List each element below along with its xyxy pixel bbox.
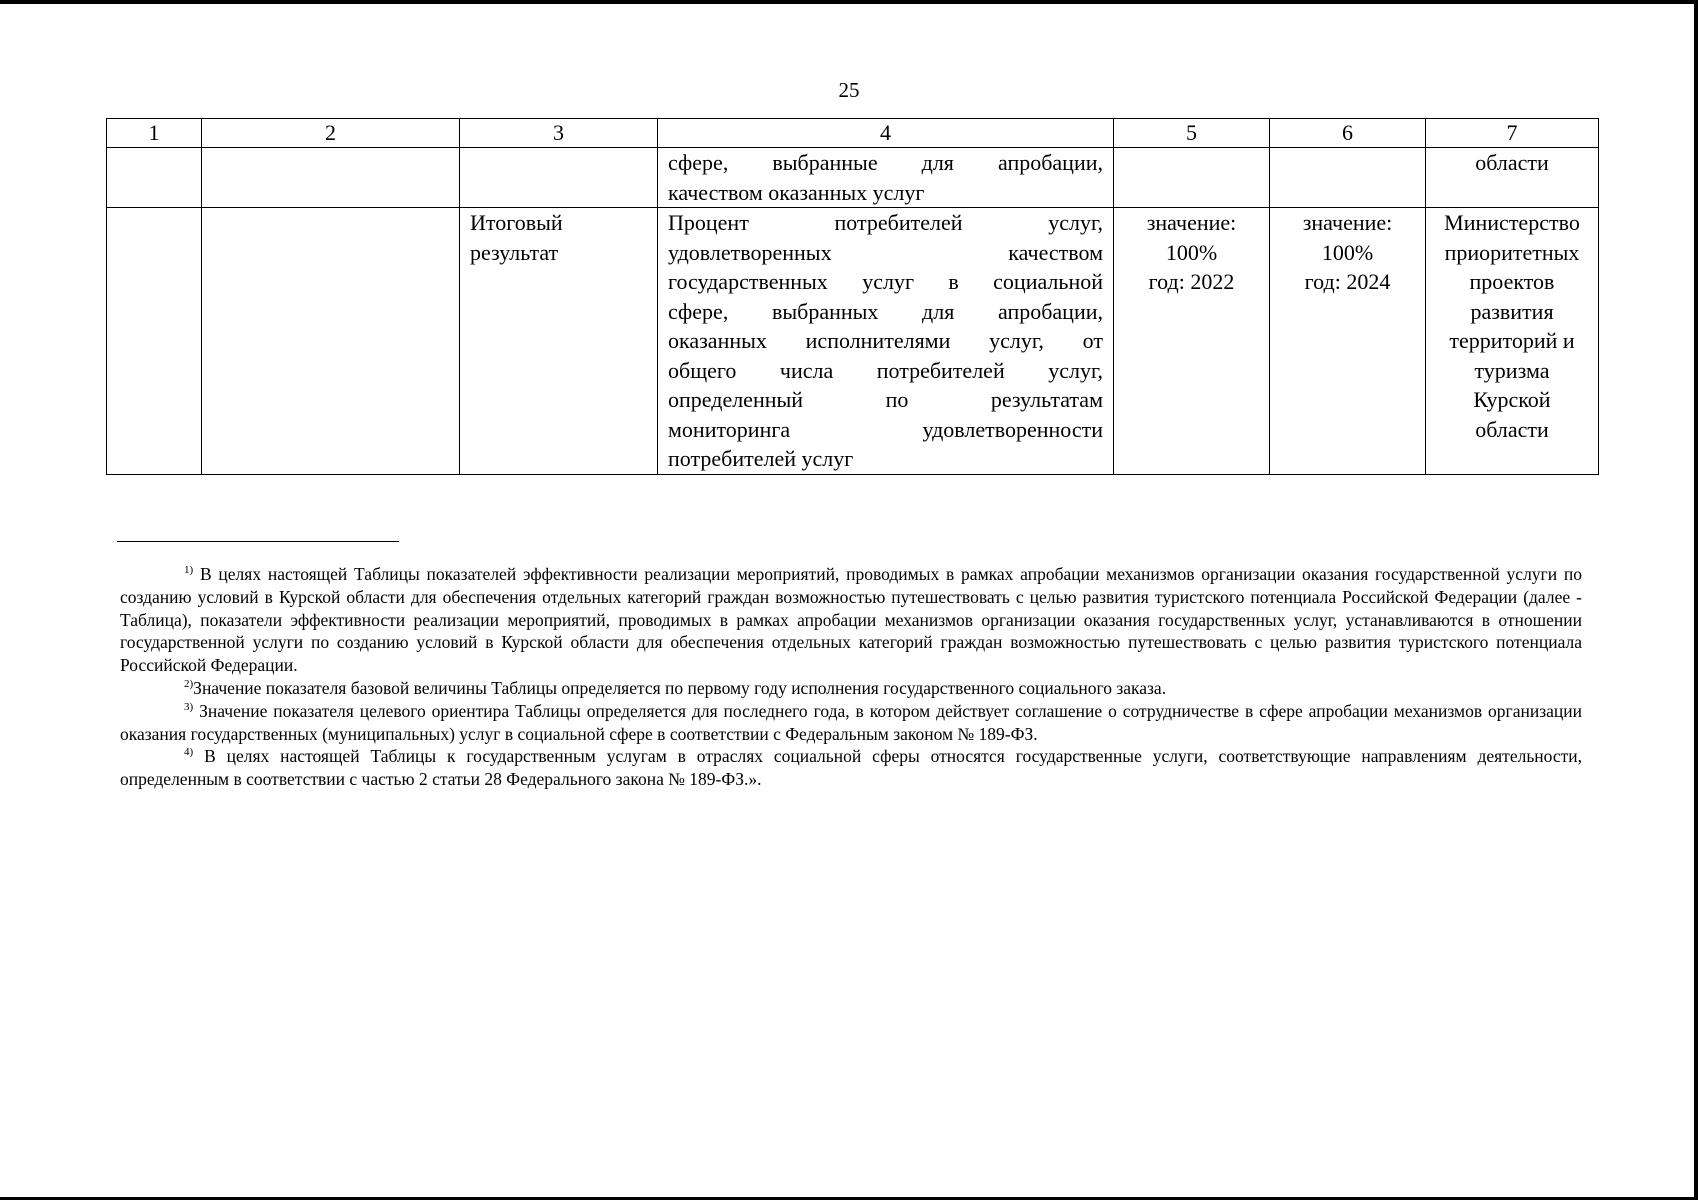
row1-col2 bbox=[202, 148, 460, 208]
table-header-row bbox=[107, 119, 1599, 148]
footnote bbox=[120, 700, 1582, 746]
row2-col7-line: территорий и bbox=[1449, 328, 1575, 353]
row1-col5 bbox=[1114, 148, 1270, 208]
header-col-5: 5 bbox=[1114, 119, 1270, 148]
row1-col4-line: сфере, выбранные для апробации, bbox=[668, 150, 1103, 175]
row2-col3-line: Итоговый bbox=[470, 210, 563, 235]
footnote bbox=[120, 677, 1582, 700]
row2-col3-result-type bbox=[460, 208, 658, 475]
page-number: 25 bbox=[838, 78, 860, 102]
header-col-1: 1 bbox=[107, 119, 202, 148]
table-row bbox=[107, 208, 1599, 475]
row2-col5-line: год: 2022 bbox=[1148, 269, 1235, 294]
scan-edge-top bbox=[0, 0, 1698, 4]
row2-col7-line: области bbox=[1475, 416, 1549, 442]
footnote-text: Значение показателя базовой величины Таблицы определяется по первому году исполнения государственного социального заказа. bbox=[193, 677, 1167, 698]
row2-col4-line: сфере, выбранных для апробации, bbox=[668, 298, 1103, 324]
footnote-mark: 1) bbox=[184, 564, 194, 577]
row2-col7-line: туризма bbox=[1474, 357, 1550, 383]
footnote-separator bbox=[117, 541, 399, 542]
row2-col6-line: значение: bbox=[1302, 210, 1393, 235]
row1-col7-line: области bbox=[1475, 150, 1549, 175]
row2-col7-line: Курской bbox=[1473, 387, 1551, 412]
footnotes bbox=[120, 563, 1582, 791]
header-col-7: 7 bbox=[1426, 119, 1599, 148]
row2-col1 bbox=[107, 208, 202, 475]
row2-col3-line: результат bbox=[470, 239, 559, 265]
row2-col4-line: мониторинга удовлетворенности bbox=[668, 416, 1103, 442]
footnote-text: В целях настоящей Таблицы показателей эффективности реализации мероприятий, проводимых в рамках апробации механизмов организации оказания государственной услуги по созданию условий в Курской области для обеспечения отдельных категорий граждан возможностью путешествовать с целью развития туристского потенциала Российской Федерации (далее - Таблица), показатели эффективности реализации мероприятий, проводимых в рамках апробации механизмов организации оказания государственных услуг, устанавливаются в отношении государственной услуги по созданию условий в Курской области для обеспечения отдельных категорий граждан возможностью путешествовать с целью развития туристского потенциала Российской Федерации. bbox=[120, 564, 1582, 676]
footnote-mark: 4) bbox=[184, 746, 194, 759]
header-col-3: 3 bbox=[460, 119, 658, 148]
header-col-6: 6 bbox=[1270, 119, 1426, 148]
row1-col4-description bbox=[658, 148, 1114, 208]
row2-col4-line: потребителей услуг bbox=[668, 446, 854, 471]
row2-col7-line: приоритетных bbox=[1444, 239, 1580, 265]
footnote-mark: 3) bbox=[184, 700, 194, 713]
indicators-table bbox=[106, 118, 1599, 475]
row1-col7-responsible bbox=[1426, 148, 1599, 208]
row2-col4-line: определенный по результатам bbox=[668, 387, 1103, 412]
footnote-text: Значение показателя целевого ориентира Таблицы определяется для последнего года, в котором действует соглашение о сотрудничестве в сфере апробации механизмов организации оказания государственных (муниципальных) услуг в социальной сфере в соответствии с Федеральным законом № 189-ФЗ. bbox=[120, 700, 1582, 744]
row1-col6 bbox=[1270, 148, 1426, 208]
row2-col2 bbox=[202, 208, 460, 475]
row2-col4-description bbox=[658, 208, 1114, 475]
footnote bbox=[120, 745, 1582, 791]
row2-col7-line: Министерство bbox=[1444, 210, 1580, 235]
row2-col6-target bbox=[1270, 208, 1426, 475]
row2-col4-line: государственных услуг в социальной bbox=[668, 269, 1103, 294]
row2-col5-baseline bbox=[1114, 208, 1270, 475]
header-col-2: 2 bbox=[202, 119, 460, 148]
row2-col6-line: 100% bbox=[1321, 239, 1374, 265]
row2-col7-line: проектов bbox=[1469, 269, 1555, 294]
row2-col5-line: 100% bbox=[1165, 239, 1218, 265]
footnote-mark: 2) bbox=[184, 678, 194, 691]
scan-edge-right bbox=[1694, 0, 1698, 1200]
row2-col5-line: значение: bbox=[1146, 210, 1237, 235]
row1-col3 bbox=[460, 148, 658, 208]
footnote bbox=[120, 563, 1582, 677]
row1-col1 bbox=[107, 148, 202, 208]
table-row bbox=[107, 148, 1599, 208]
row2-col7-line: развития bbox=[1470, 298, 1554, 324]
footnote-text: В целях настоящей Таблицы к государственным услугам в отраслях социальной сферы относятся государственные услуги, соответствующие направлениям деятельности, определенным в соответствии с частью 2 статьи 28 Федерального закона № 189-ФЗ.». bbox=[120, 746, 1583, 790]
row2-col7-responsible bbox=[1426, 208, 1599, 475]
row2-col6-line: год: 2024 bbox=[1304, 269, 1391, 294]
row1-col4-line: качеством оказанных услуг bbox=[668, 179, 925, 205]
header-col-4: 4 bbox=[658, 119, 1114, 148]
row2-col4-line: удовлетворенных качеством bbox=[668, 239, 1103, 265]
row2-col4-line: оказанных исполнителями услуг, от bbox=[668, 328, 1103, 353]
row2-col4-line: общего числа потребителей услуг, bbox=[668, 357, 1103, 383]
row2-col4-line: Процент потребителей услуг, bbox=[668, 210, 1103, 235]
